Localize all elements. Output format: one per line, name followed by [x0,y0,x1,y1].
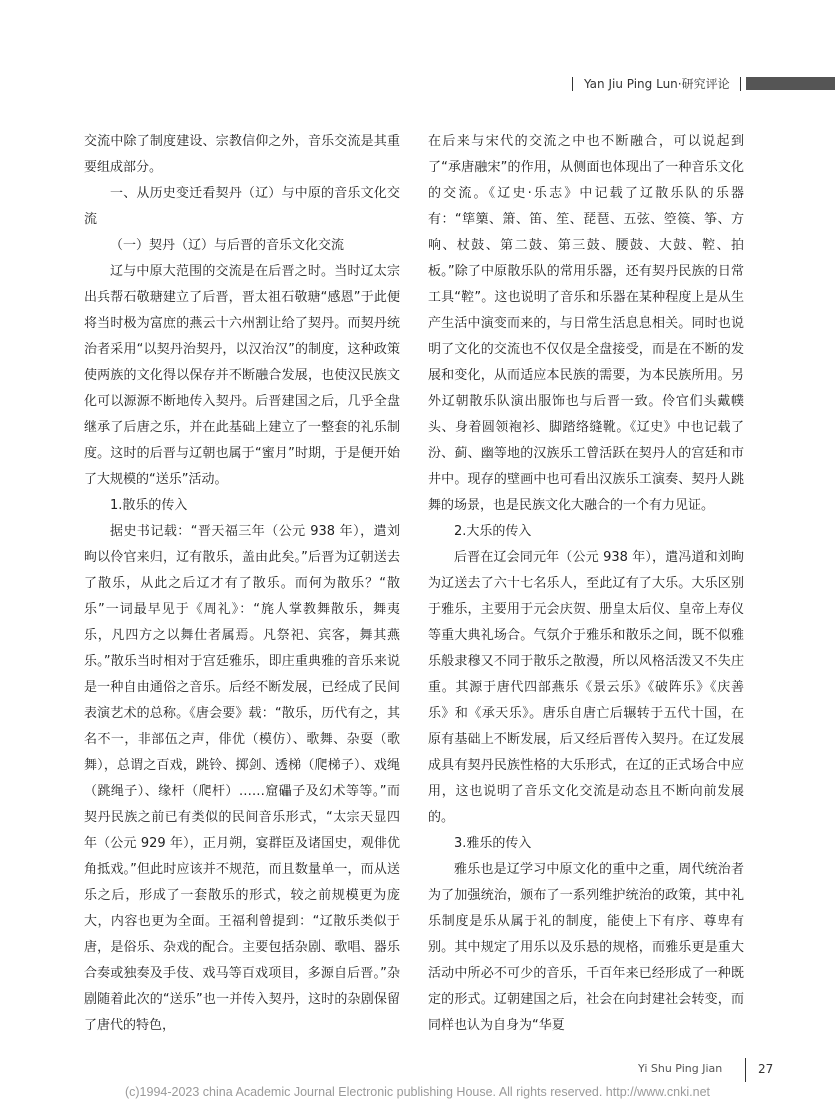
page-number: 27 [758,1062,774,1076]
subheading: 2.大乐的传入 [454,524,532,539]
footer-separator [745,1058,746,1082]
header-separator [572,77,573,91]
header-bar [746,77,835,90]
paragraph: 雅乐也是辽学习中原文化的重中之重，周代统治者为了加强统治，颁布了一系列维护统治的政策，其中礼乐制度是乐从属于礼的制度，能使上下有序、尊卑有别。其中规定了用乐以及乐悬的规格，而雅乐更是重大活动中所必不可少的音乐，千百年来已经形成了一种既定的形式。辽朝建国之后，社会在向封建社会转变，而同样也认为自身为“华夏 [428,862,744,1033]
paragraph: 在后来与宋代的交流之中也不断融合，可以说起到了“承唐融宋”的作用，从侧面也体现出了一种音乐文化的交流。《辽史·乐志》中记载了辽散乐队的乐器有：“筚篥、箫、笛、笙、琵琶、五弦、箜篌、筝、方响、杖鼓、第二鼓、第三鼓、腰鼓、大鼓、鞚、拍板。”除了中原散乐队的常用乐器，还有契丹民族的日常工具“鞚”。这也说明了音乐和乐器在某种程度上是从生产生活中演变而来的，与日常生活息息相关。同时也说明了文化的交流也不仅仅是全盘接受，而是在不断的发展和变化，从而适应本民族的需要，为本民族所用。另外辽朝散乐队演出服饰也与后晋一致。伶官们头戴幞头、身着圆领袍衫、脚踏络缝靴。《辽史》中也记载了汾、蓟、幽等地的汉族乐工曾活跃在契丹人的宫廷和市井中。现存的壁画中也可看出汉族乐工演奏、契丹人跳舞的场景，也是民族文化大融合的一个有力见证。 [428,134,744,513]
subheading: 1.散乐的传入 [110,498,188,513]
page-footer [0,1058,835,1082]
subheading: 3.雅乐的传入 [454,836,532,851]
section-heading: 一、从历史变迁看契丹（辽）与中原的音乐文化交流 [84,186,400,227]
journal-name: Yi Shu Ping Jian [638,1062,723,1075]
paragraph: 辽与中原大范围的交流是在后晋之时。当时辽太宗出兵帮石敬瑭建立了后晋，晋太祖石敬瑭“感恩”于此便将当时极为富庶的燕云十六州割让给了契丹。而契丹统治者采用“以契丹治契丹，以汉治汉”的制度，这种政策使两族的文化得以保存并不断融合发展，也使汉民族文化可以源源不断地传入契丹。后晋建国之后，几乎全盘继承了后唐之乐，并在此基础上建立了一整套的礼乐制度。这时的后晋与辽朝也属于“蜜月”时期，于是便开始了大规模的“送乐”活动。 [84,264,400,487]
running-title: Yan Jiu Ping Lun·研究评论 [584,77,730,91]
copyright-notice: (c)1994-2023 china Academic Journal Electronic publishing House. All rights reserved. http://www.cnki.net [124,1085,711,1099]
paragraph: 后晋在辽会同元年（公元 938 年），遣冯道和刘昫为辽送去了六十七名乐人，至此辽有了大乐。大乐区别于雅乐，主要用于元会庆贺、册皇太后仪、皇帝上寿仪等重大典礼场合。气氛介于雅乐和散乐之间，既不似雅乐般隶穆又不同于散乐之散漫，所以风格活泼又不失庄重。其源于唐代四部燕乐《景云乐》《破阵乐》《庆善乐》和《承天乐》。唐乐自唐亡后辗转于五代十国，在原有基础上不断发展，后又经后晋传入契丹。在辽发展成具有契丹民族性格的大乐形式，在辽的正式场合中应用，这也说明了音乐文化交流是动态且不断向前发展的。 [428,550,744,825]
paragraph: 交流中除了制度建设、宗教信仰之外，音乐交流是其重要组成部分。 [84,134,400,175]
subsection-heading: （一）契丹（辽）与后晋的音乐文化交流 [110,238,345,253]
left-column [84,129,400,1039]
right-column [428,129,744,1039]
header-separator [740,77,741,91]
paragraph: 据史书记载：“晋天福三年（公元 938 年），遣刘昫以伶官来归，辽有散乐，盖由此矣。”后晋为辽朝送去了散乐，从此之后辽才有了散乐。而何为散乐？“散乐”一词最早见于《周礼》：“旄人掌教舞散乐，舞夷乐，凡四方之以舞仕者属焉。凡祭祀、宾客，舞其燕乐。”散乐当时相对于宫廷雅乐，即庄重典雅的音乐来说是一种自由通俗之音乐。后经不断发展，已经成了民间表演艺术的总称。《唐会要》载：“散乐，历代有之，其名不一，非部伍之声，俳优（模仿）、歌舞、杂耍（歌舞），总谓之百戏，跳铃、掷剑、透梯（爬梯子）、戏绳（跳绳子）、缘杆（爬杆）……窟礧子及幻术等等。”而契丹民族之前已有类似的民间音乐形式，“太宗天显四年（公元 929 年），正月朔，宴群臣及诸国史，观俳优角抵戏。”但此时应该并不规范，而且数量单一，而从送乐之后，形成了一套散乐的形式，较之前规模更为庞大，内容也更为全面。王福利曾提到：“辽散乐类似于唐，是俗乐、杂戏的配合。主要包括杂剧、歌唱、器乐合奏或独奏及手伎、戏马等百戏项目，多源自后晋。”杂剧随着此次的“送乐”也一并传入契丹，这时的杂剧保留了唐代的特色， [84,524,400,1033]
running-header [572,76,835,92]
